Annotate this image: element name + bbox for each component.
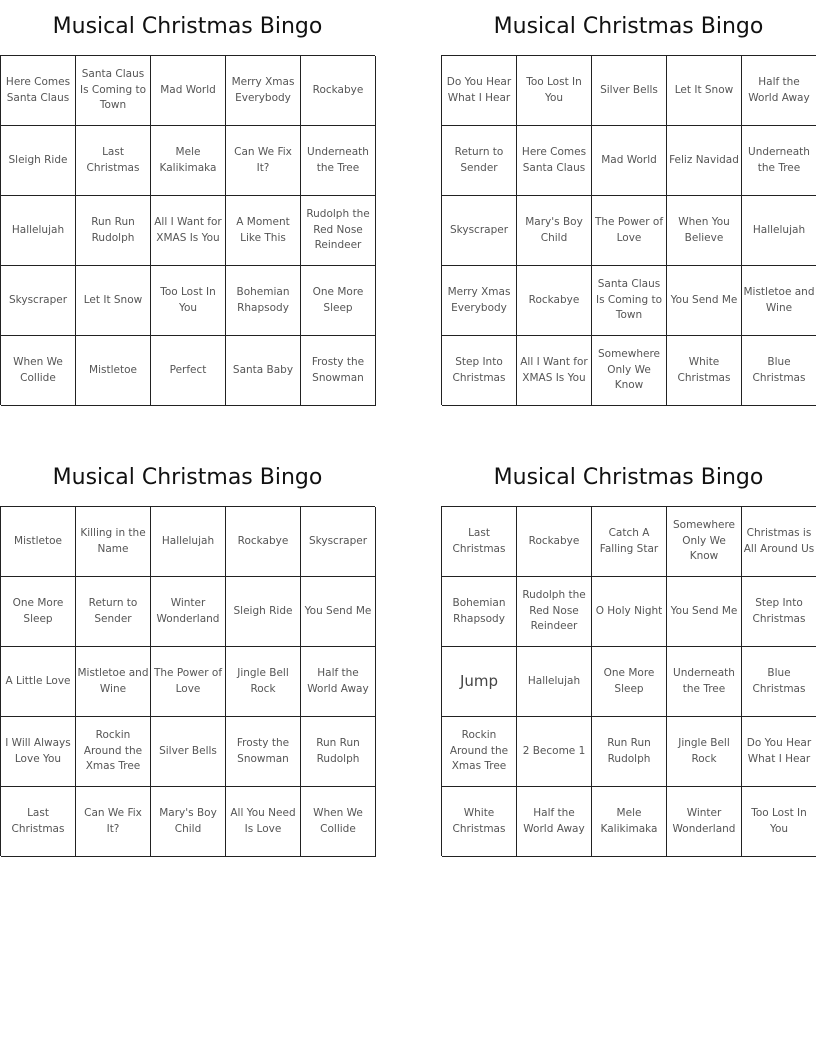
bingo-cell: O Holy Night <box>592 577 667 647</box>
bingo-cell: Mistletoe and Wine <box>742 266 816 336</box>
bingo-cell: Somewhere Only We Know <box>667 507 742 577</box>
bingo-cell: Jingle Bell Rock <box>226 647 301 717</box>
bingo-cell: Underneath the Tree <box>667 647 742 717</box>
bingo-cell: Rockabye <box>301 56 376 126</box>
bingo-cell: Silver Bells <box>592 56 667 126</box>
bingo-cell: Can We Fix It? <box>76 787 151 857</box>
bingo-cell: The Power of Love <box>151 647 226 717</box>
bingo-cell: I Will Always Love You <box>1 717 76 787</box>
bingo-cell: Rockin Around the Xmas Tree <box>442 717 517 787</box>
bingo-cell: All You Need Is Love <box>226 787 301 857</box>
bingo-cell: Underneath the Tree <box>301 126 376 196</box>
bingo-cell: Half the World Away <box>742 56 816 126</box>
bingo-cell: Mary's Boy Child <box>151 787 226 857</box>
bingo-cell: Rockabye <box>517 507 592 577</box>
bingo-cell: White Christmas <box>667 336 742 406</box>
bingo-cell: Skyscraper <box>301 507 376 577</box>
bingo-cell: Rockabye <box>226 507 301 577</box>
bingo-cell: Sleigh Ride <box>226 577 301 647</box>
bingo-cell: Run Run Rudolph <box>592 717 667 787</box>
bingo-cell: Rockabye <box>517 266 592 336</box>
bingo-cell: Santa Claus Is Coming to Town <box>592 266 667 336</box>
card-title: Musical Christmas Bingo <box>52 465 323 490</box>
bingo-cell: Feliz Navidad <box>667 126 742 196</box>
bingo-cell: You Send Me <box>667 577 742 647</box>
bingo-cell: Somewhere Only We Know <box>592 336 667 406</box>
bingo-cell: Too Lost In You <box>151 266 226 336</box>
bingo-cell: Rudolph the Red Nose Reindeer <box>517 577 592 647</box>
bingo-cell: Mad World <box>151 56 226 126</box>
bingo-cell: Hallelujah <box>151 507 226 577</box>
bingo-cell: Winter Wonderland <box>667 787 742 857</box>
bingo-cell: Half the World Away <box>517 787 592 857</box>
bingo-cell: Let It Snow <box>667 56 742 126</box>
bingo-cell: Do You Hear What I Hear <box>442 56 517 126</box>
bingo-cell: Mad World <box>592 126 667 196</box>
bingo-cell: Bohemian Rhapsody <box>226 266 301 336</box>
bingo-cell: When We Collide <box>301 787 376 857</box>
bingo-cell: Frosty the Snowman <box>226 717 301 787</box>
bingo-cell: Silver Bells <box>151 717 226 787</box>
bingo-cell: Run Run Rudolph <box>301 717 376 787</box>
bingo-cell: Hallelujah <box>1 196 76 266</box>
bingo-cell: Jump <box>442 647 517 717</box>
bingo-grid <box>0 55 375 405</box>
bingo-cell: Too Lost In You <box>517 56 592 126</box>
bingo-cell: Bohemian Rhapsody <box>442 577 517 647</box>
bingo-cell: Rockin Around the Xmas Tree <box>76 717 151 787</box>
bingo-cell: Last Christmas <box>1 787 76 857</box>
bingo-cell: Step Into Christmas <box>442 336 517 406</box>
bingo-grid <box>441 506 816 856</box>
bingo-cell: Mary's Boy Child <box>517 196 592 266</box>
bingo-cell: Skyscraper <box>1 266 76 336</box>
bingo-cell: Winter Wonderland <box>151 577 226 647</box>
bingo-cell: Merry Xmas Everybody <box>226 56 301 126</box>
bingo-cell: Killing in the Name <box>76 507 151 577</box>
bingo-cell: Jingle Bell Rock <box>667 717 742 787</box>
bingo-cell: Mele Kalikimaka <box>151 126 226 196</box>
bingo-cell: Catch A Falling Star <box>592 507 667 577</box>
bingo-cell: Sleigh Ride <box>1 126 76 196</box>
bingo-cell: Mistletoe <box>76 336 151 406</box>
bingo-cell: You Send Me <box>301 577 376 647</box>
bingo-cell: Here Comes Santa Claus <box>1 56 76 126</box>
bingo-cell: One More Sleep <box>1 577 76 647</box>
bingo-cell: Rudolph the Red Nose Reindeer <box>301 196 376 266</box>
bingo-cell: Mistletoe and Wine <box>76 647 151 717</box>
bingo-cell: 2 Become 1 <box>517 717 592 787</box>
card-title: Musical Christmas Bingo <box>493 465 764 490</box>
bingo-cell: Mistletoe <box>1 507 76 577</box>
bingo-cell: Let It Snow <box>76 266 151 336</box>
card-title: Musical Christmas Bingo <box>493 14 764 39</box>
bingo-cell: You Send Me <box>667 266 742 336</box>
bingo-cell: Santa Claus Is Coming to Town <box>76 56 151 126</box>
bingo-cell: Santa Baby <box>226 336 301 406</box>
bingo-cell: Step Into Christmas <box>742 577 816 647</box>
bingo-cell: Merry Xmas Everybody <box>442 266 517 336</box>
bingo-cell: When We Collide <box>1 336 76 406</box>
bingo-cell: Perfect <box>151 336 226 406</box>
bingo-cell: Hallelujah <box>742 196 816 266</box>
bingo-cell: Run Run Rudolph <box>76 196 151 266</box>
card-title: Musical Christmas Bingo <box>52 14 323 39</box>
bingo-cell: Return to Sender <box>442 126 517 196</box>
bingo-cell: Half the World Away <box>301 647 376 717</box>
bingo-cell: Skyscraper <box>442 196 517 266</box>
bingo-cell: Last Christmas <box>76 126 151 196</box>
bingo-cell: All I Want for XMAS Is You <box>517 336 592 406</box>
bingo-cell: Too Lost In You <box>742 787 816 857</box>
bingo-cell: White Christmas <box>442 787 517 857</box>
bingo-cell: Return to Sender <box>76 577 151 647</box>
bingo-cell: A Moment Like This <box>226 196 301 266</box>
bingo-cell: Christmas is All Around Us <box>742 507 816 577</box>
bingo-cell: Here Comes Santa Claus <box>517 126 592 196</box>
bingo-cell: All I Want for XMAS Is You <box>151 196 226 266</box>
bingo-cell: One More Sleep <box>592 647 667 717</box>
bingo-cell: Do You Hear What I Hear <box>742 717 816 787</box>
bingo-grid <box>441 55 816 405</box>
bingo-cell: When You Believe <box>667 196 742 266</box>
bingo-cell: Underneath the Tree <box>742 126 816 196</box>
bingo-cell: Can We Fix It? <box>226 126 301 196</box>
bingo-cell: Blue Christmas <box>742 336 816 406</box>
bingo-cell: A Little Love <box>1 647 76 717</box>
bingo-grid <box>0 506 375 856</box>
bingo-cell: Frosty the Snowman <box>301 336 376 406</box>
bingo-cell: The Power of Love <box>592 196 667 266</box>
bingo-cell: Hallelujah <box>517 647 592 717</box>
bingo-cell: Mele Kalikimaka <box>592 787 667 857</box>
bingo-cell: Blue Christmas <box>742 647 816 717</box>
bingo-cell: Last Christmas <box>442 507 517 577</box>
bingo-cell: One More Sleep <box>301 266 376 336</box>
